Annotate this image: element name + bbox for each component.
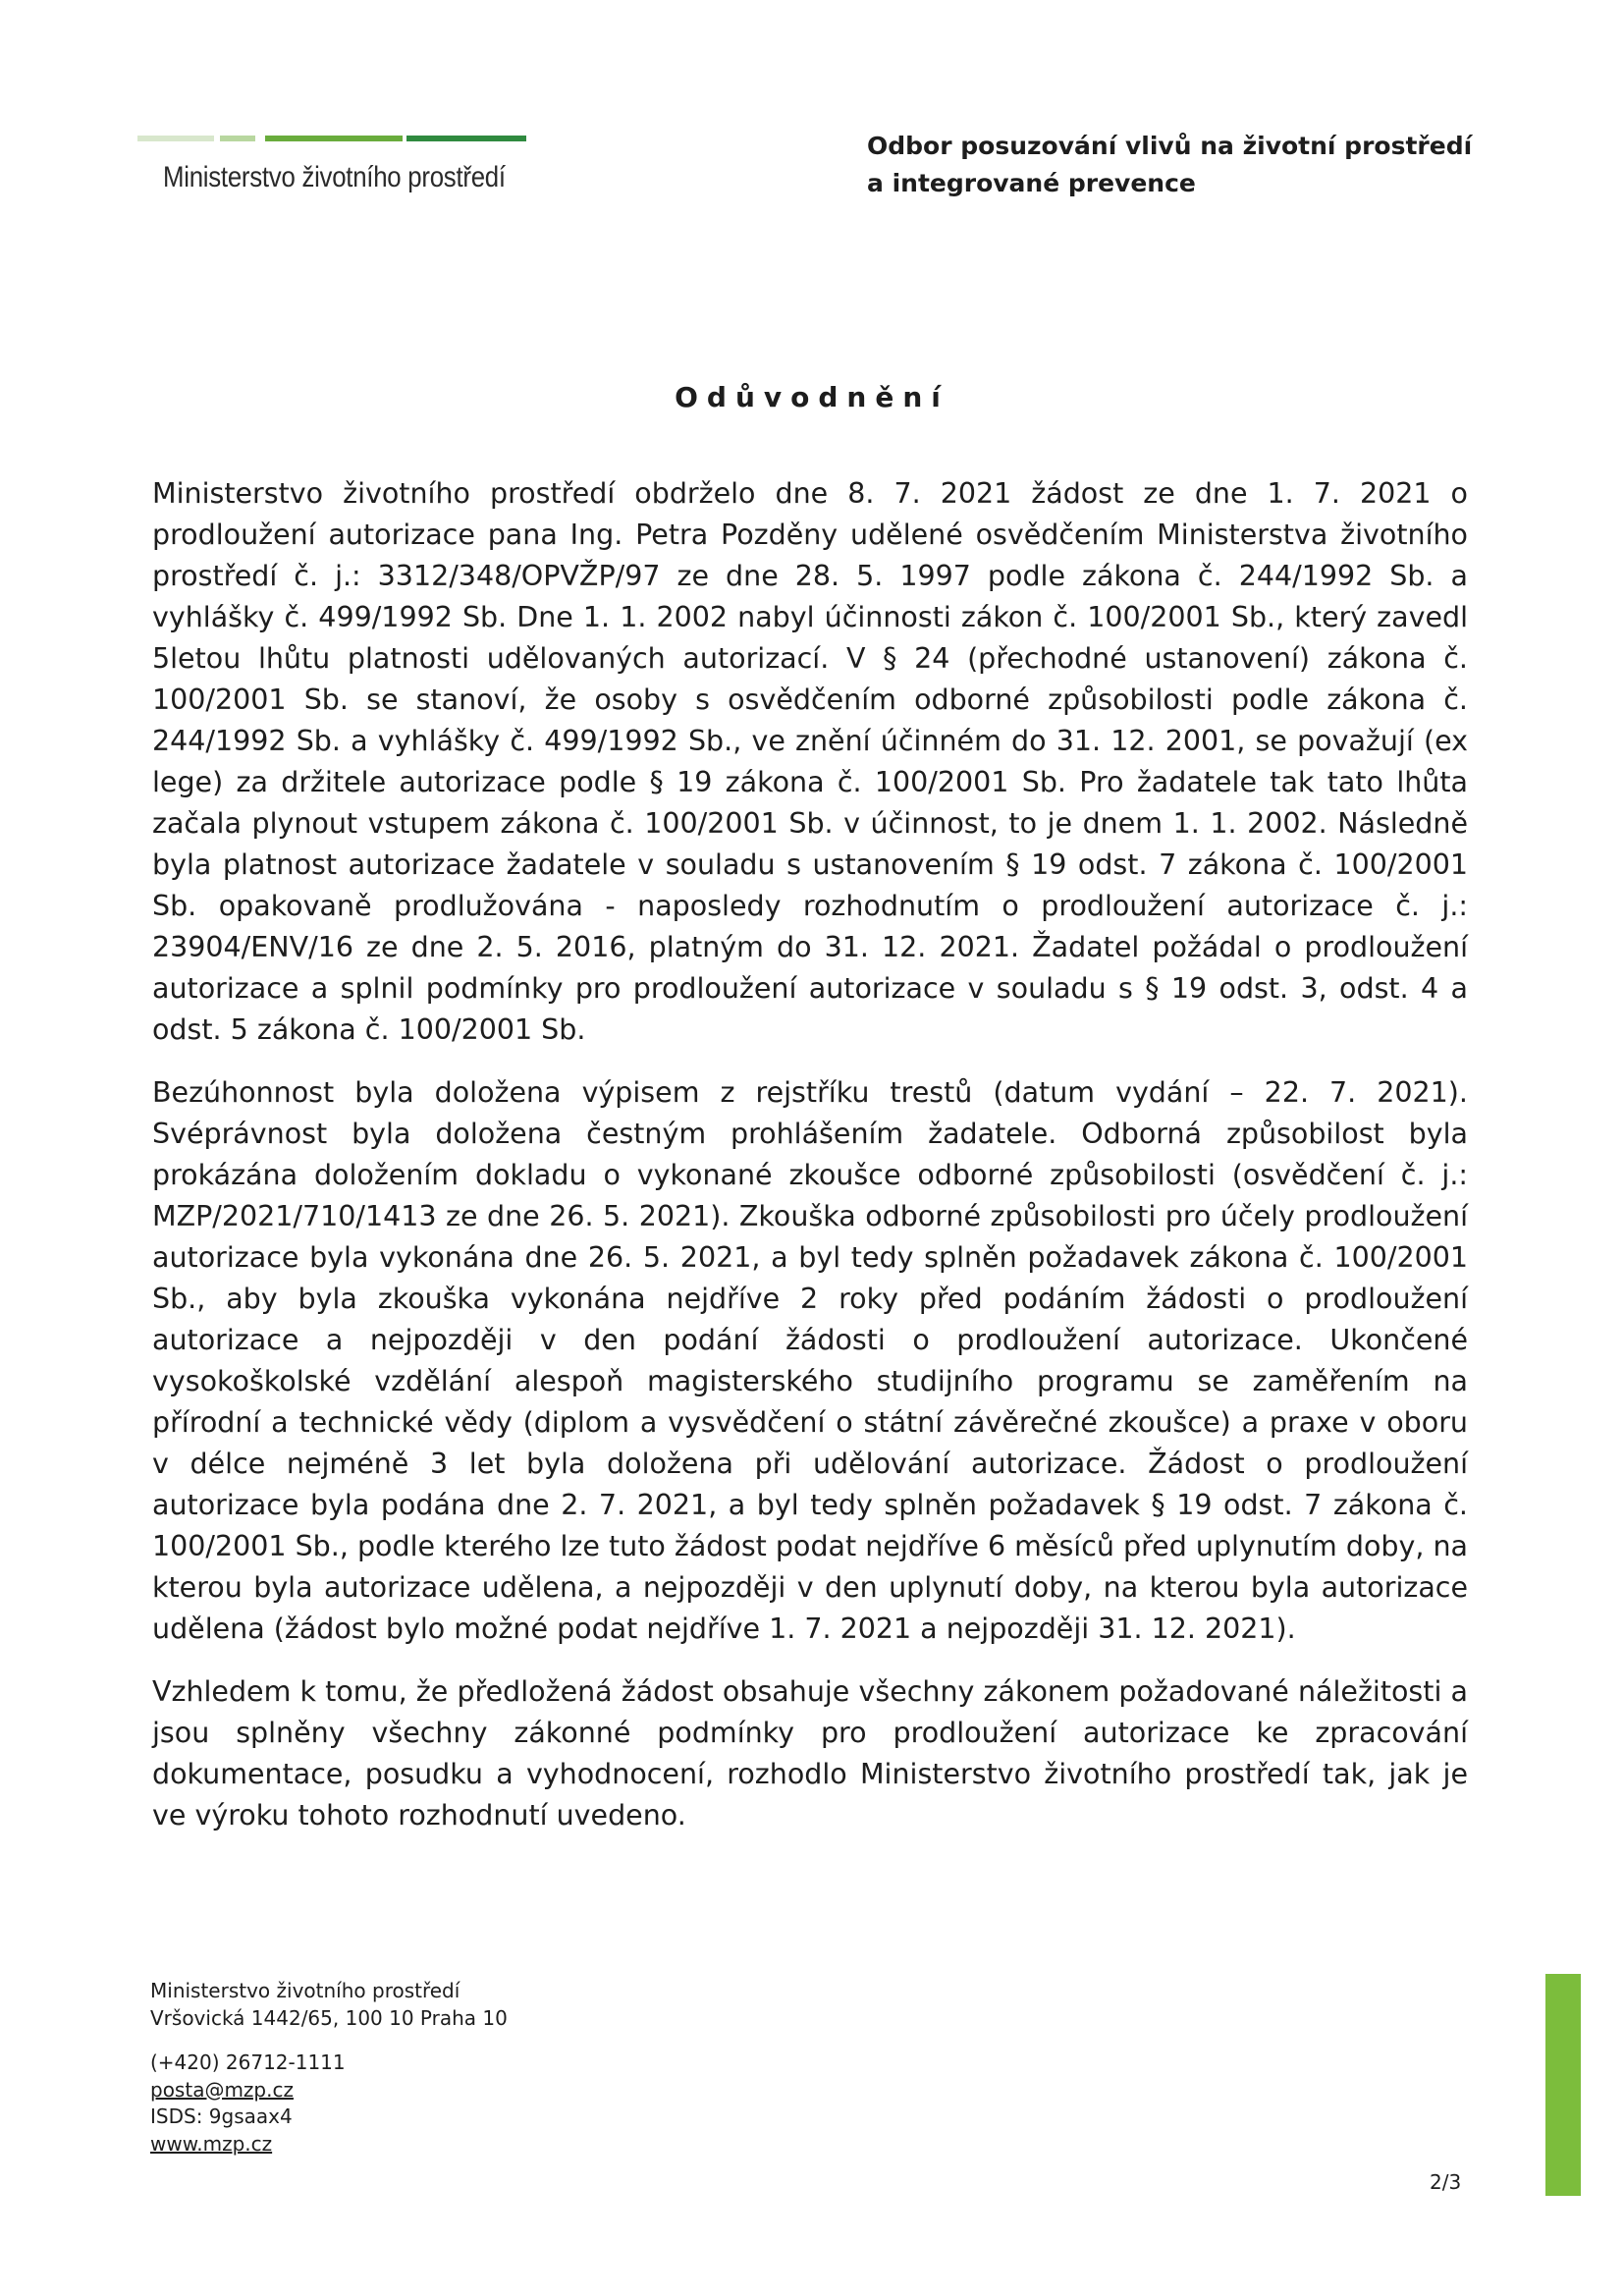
document-title: Odůvodnění — [675, 381, 949, 413]
logo-bar-light — [137, 136, 214, 141]
document-body — [152, 473, 1468, 1858]
department-heading — [867, 128, 1472, 202]
paragraph-2: Bezúhonnost byla doložena výpisem z rejstříku trestů (datum vydání – 22. 7. 2021). Svéprávnost byla doložena čestným prohlášením žadatele. Odborná způsobilost byla prokázána doložením dokladu o vykonané zkoušce odborné způsobilosti (osvědčení č. j.: MZP/2021/710/1413 ze dne 26. 5. 2021). Zkouška odborné způsobilosti pro účely prodloužení autorizace byla vykonána dne 26. 5. 2021, a byl tedy splněn požadavek zákona č. 100/2001 Sb., aby byla zkouška vykonána nejdříve 2 roky před podáním žádosti o prodloužení autorizace a nejpozději v den podání žádosti o prodloužení autorizace. Ukončené vysokoškolské vzdělání alespoň magisterského studijního programu se zaměřením na přírodní a technické vědy (diplom a vysvědčení o státní závěrečné zkoušce) a praxe v oboru v délce nejméně 3 let byla doložena při udělování autorizace. Žádost o prodloužení autorizace byla podána dne 2. 7. 2021, a byl tedy splněn požadavek § 19 odst. 7 zákona č. 100/2001 Sb., podle kterého lze tuto žádost podat nejdříve 6 měsíců před uplynutím doby, na kterou byla autorizace udělena, a nejpozději v den uplynutí doby, na kterou byla autorizace udělena (žádost bylo možné podat nejdříve 1. 7. 2021 a nejpozději 31. 12. 2021). — [152, 1076, 1468, 1645]
department-line-1: Odbor posuzování vlivů na životní prostředí — [867, 132, 1473, 160]
footer-isds: ISDS: 9gsaax4 — [150, 2105, 293, 2128]
footer-contact — [150, 1978, 508, 2158]
footer-email-link[interactable]: posta@mzp.cz — [150, 2077, 294, 2102]
footer-green-strip — [1545, 1974, 1581, 2196]
paragraph-1: Ministerstvo životního prostředí obdrželo dne 8. 7. 2021 žádost ze dne 1. 7. 2021 o prodloužení autorizace pana Ing. Petra Pozděny udělené osvědčením Ministerstva životního prostředí č. j.: 3312/348/OPVŽP/97 ze dne 28. 5. 1997 podle zákona č. 244/1992 Sb. a vyhlášky č. 499/1992 Sb. Dne 1. 1. 2002 nabyl účinnosti zákon č. 100/2001 Sb., který zavedl 5letou lhůtu platnosti udělovaných autorizací. V § 24 (přechodné ustanovení) zákona č. 100/2001 Sb. se stanoví, že osoby s osvědčením odborné způsobilosti podle zákona č. 244/1992 Sb. a vyhlášky č. 499/1992 Sb., ve znění účinném do 31. 12. 2001, se považují (ex lege) za držitele autorizace podle § 19 zákona č. 100/2001 Sb. Pro žadatele tak tato lhůta začala plynout vstupem zákona č. 100/2001 Sb. v účinnost, to je dnem 1. 1. 2002. Následně byla platnost autorizace žadatele v souladu s ustanovením § 19 odst. 7 zákona č. 100/2001 Sb. opakovaně prodlužována - naposledy rozhodnutím o prodloužení autorizace č. j.: 23904/ENV/16 ze dne 2. 5. 2016, platným do 31. 12. 2021. Žadatel požádal o prodloužení autorizace a splnil podmínky pro prodloužení autorizace v souladu s § 19 odst. 3, odst. 4 a odst. 5 zákona č. 100/2001 Sb. — [152, 477, 1468, 1046]
paragraph-3: Vzhledem k tomu, že předložená žádost obsahuje všechny zákonem požadované náležitosti a jsou splněny všechny zákonné podmínky pro prodloužení autorizace ke zpracování dokumentace, posudku a vyhodnocení, rozhodlo Ministerstvo životního prostředí tak, jak je ve výroku tohoto rozhodnutí uvedeno. — [152, 1675, 1468, 1831]
footer-web-link[interactable]: www.mzp.cz — [150, 2131, 273, 2156]
department-line-2: a integrované prevence — [867, 169, 1196, 197]
footer-phone: (+420) 26712-1111 — [150, 2050, 346, 2074]
logo-bar-pale — [220, 136, 255, 141]
page-number: 2/3 — [1430, 2170, 1462, 2194]
logo-ministry-name: Ministerstvo životního prostředí — [163, 161, 506, 193]
footer-ministry-name: Ministerstvo životního prostředí — [150, 1979, 460, 2002]
ministry-logo — [137, 132, 530, 193]
footer-address: Vršovická 1442/65, 100 10 Praha 10 — [150, 2005, 508, 2030]
logo-bar-green — [265, 136, 403, 141]
logo-color-bars — [137, 132, 526, 145]
footer-spacer — [150, 2032, 508, 2050]
logo-bar-dark-green — [406, 136, 526, 141]
